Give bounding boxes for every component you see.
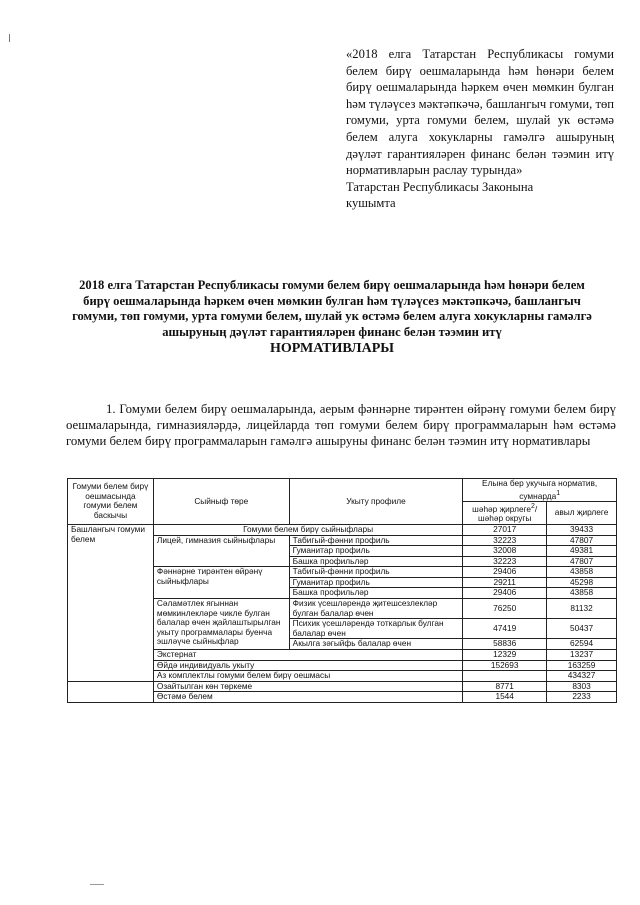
row-label: Озайтылган көн төркеме: [153, 681, 462, 692]
row-label: Өйдә индивидуаль укыту: [153, 660, 462, 671]
city-value: 29211: [463, 577, 547, 588]
rural-value: 2233: [547, 692, 617, 703]
profile-cell: Табигый-фәнни профиль: [289, 567, 463, 578]
document-title-sub: НОРМАТИВЛАРЫ: [269, 341, 395, 357]
rural-value: 43858: [547, 567, 617, 578]
city-value: 29406: [463, 567, 547, 578]
class-type-cell: Лицей, гимназия сыйныфлары: [153, 535, 289, 567]
city-value: [463, 671, 547, 682]
row-label: Гомуми белем бирү сыйныфлары: [153, 524, 462, 535]
table-row: [68, 692, 617, 703]
level-cell-empty: [68, 692, 154, 703]
section-1-heading: 1. Гомуми белем бирү оешмаларында, аерым фәннәрне тирәнтен өйрәнү гомуми белем бирү оешмаларында, гимназияләрдә, лицейларда төп гомуми белем бирү программаларын һәм өстәмә гомуми белем бирү программаларын гамәлгә ашыруны финанс белән тәэмин итү нормативлары: [66, 402, 616, 449]
rural-value: 43858: [547, 588, 617, 599]
city-value: 29406: [463, 588, 547, 599]
class-type-cell: Фәннәрне тирәнтен өйрәнү сыйныфлары: [153, 567, 289, 599]
document-title: [66, 278, 598, 357]
rural-value: 50437: [547, 619, 617, 639]
header-normative: Елына бер укучыга норматив, сумнарда$^1$: [463, 479, 617, 502]
city-value: 12329: [463, 650, 547, 661]
appendix-kushymta: кушымта: [346, 196, 396, 211]
city-value: 32223: [463, 556, 547, 567]
profile-cell: Акылга зәгыйфь балалар өчен: [289, 639, 463, 650]
row-label: Экстернат: [153, 650, 462, 661]
rural-value: 49381: [547, 546, 617, 557]
header-profile: Укыту профиле: [289, 479, 463, 525]
rural-value: 163259: [547, 660, 617, 671]
appendix-header: [346, 46, 614, 212]
appendix-law-title: «2018 елга Татарстан Республикасы гомуми белем бирү оешмаларында һәм һөнәри белем бирү оешмаларында һәркем өчен мөмкин булган һәм түләүсез мәктәпкәчә, башлангыч гомуми, төп гомуми, урта гомуми белем, шулай ук өстәмә белем алуга хокукларны гамәлгә ашыруның дәүләт гарантияләрен финанс белән тәэмин итү нормативларын раслау турында»: [346, 47, 614, 178]
rural-value: 62594: [547, 639, 617, 650]
scan-mark-bottom: [90, 884, 104, 885]
normatives-table: [67, 478, 617, 703]
profile-cell: Гуманитар профиль: [289, 546, 463, 557]
city-value: 58836: [463, 639, 547, 650]
level-cell-empty: [68, 681, 154, 692]
row-label: Өстәмә белем: [153, 692, 462, 703]
rural-value: 81132: [547, 599, 617, 619]
appendix-law-line: Татарстан Республикасы Законына: [346, 179, 534, 194]
profile-cell: Гуманитар профиль: [289, 577, 463, 588]
city-value: 76250: [463, 599, 547, 619]
city-value: 152693: [463, 660, 547, 671]
profile-cell: Башка профильләр: [289, 588, 463, 599]
profile-cell: Башка профильләр: [289, 556, 463, 567]
header-level: Гомуми белем бирү оешмасында гомуми белем баскычы: [68, 479, 154, 525]
rural-value: 47807: [547, 556, 617, 567]
city-value: 32008: [463, 546, 547, 557]
class-type-cell: Сәламәтлек ягыннан мөмкинлекләре чикле булган балалар өчен җайлаштырылган укыту программалары буенча эшләүче сыйныфлар: [153, 599, 289, 650]
profile-cell: Психик үсешләрендә тоткарлык булган балалар өчен: [289, 619, 463, 639]
table-row: [68, 681, 617, 692]
rural-value: 39433: [547, 524, 617, 535]
rural-value: 434327: [547, 671, 617, 682]
header-rural: авыл җирлеге: [547, 501, 617, 524]
city-value: 8771: [463, 681, 547, 692]
level-cell: Башлангыч гомуми белем: [68, 524, 154, 681]
city-value: 1544: [463, 692, 547, 703]
city-value: 47419: [463, 619, 547, 639]
city-value: 32223: [463, 535, 547, 546]
rural-value: 8303: [547, 681, 617, 692]
row-label: Аз комплектлы гомуми белем бирү оешмасы: [153, 671, 462, 682]
document-title-main: 2018 елга Татарстан Республикасы гомуми белем бирү оешмаларында һәм һөнәри белем бирү оешмаларында һәркем өчен мөмкин булган һәм түләүсез мәктәпкәчә, башлангыч гомуми, төп гомуми, урта гомуми белем, шулай ук өстәмә белем алуга хокукларны гамәлгә ашыруның дәүләт гарантияләрен финанс белән тәэмин итү: [72, 278, 592, 339]
table-header-row: [68, 479, 617, 502]
scan-mark: [9, 34, 10, 42]
profile-cell: Физик үсешләрендә җитешсезлекләр булган балалар өчен: [289, 599, 463, 619]
profile-cell: Табигый-фәнни профиль: [289, 535, 463, 546]
rural-value: 45298: [547, 577, 617, 588]
rural-value: 13237: [547, 650, 617, 661]
header-city: шәһәр җирлеге$^2$/ шәһәр округы: [463, 501, 547, 524]
rural-value: 47807: [547, 535, 617, 546]
header-class-type: Сыйныф төре: [153, 479, 289, 525]
table-row: [68, 524, 617, 535]
city-value: 27017: [463, 524, 547, 535]
